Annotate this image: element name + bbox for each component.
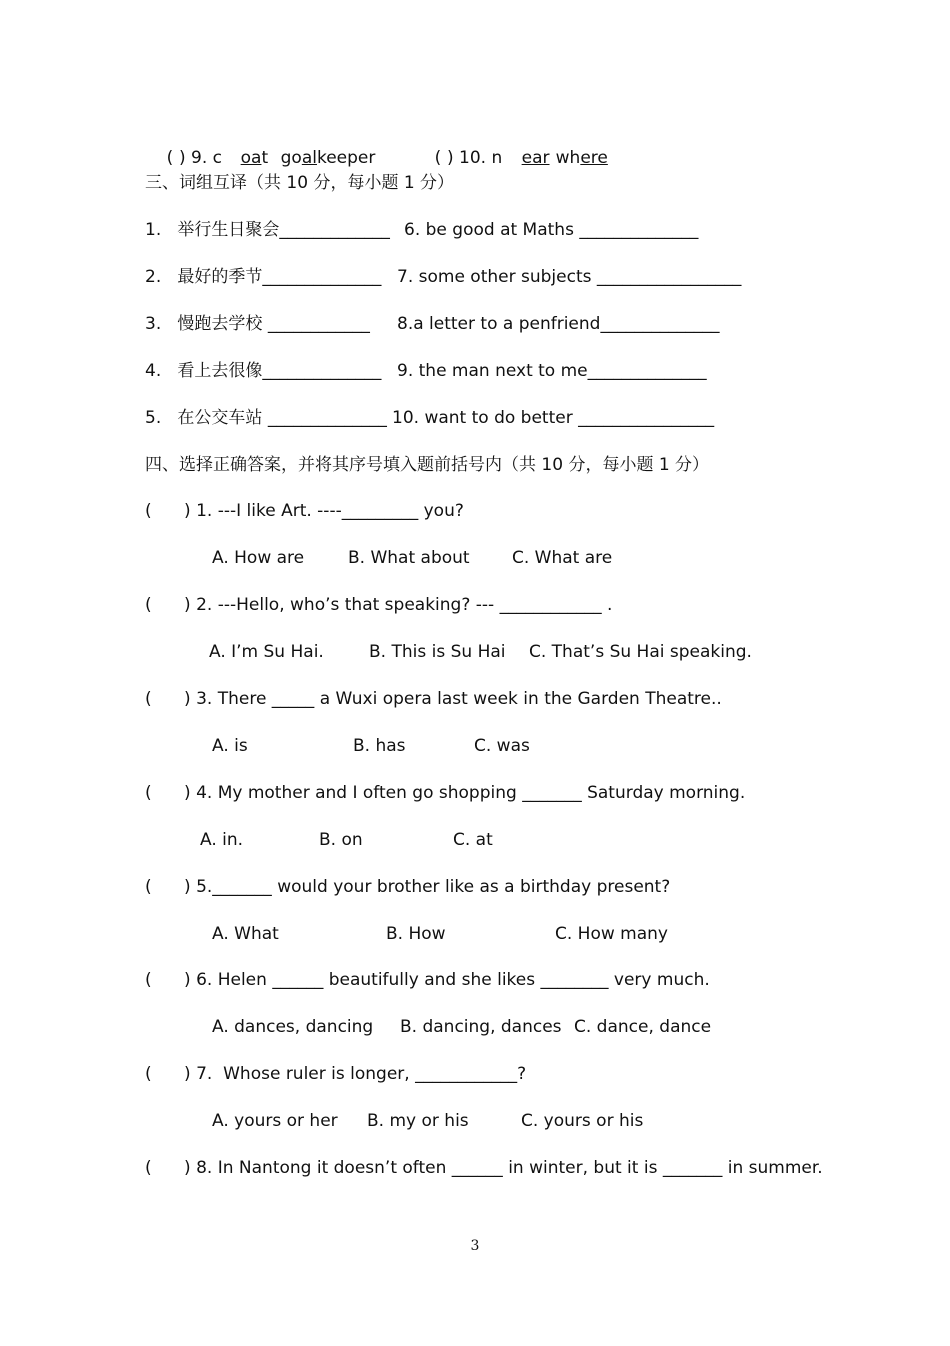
option-b: B. What about	[348, 548, 470, 568]
phrase-right-10: 10. want to do better ________________	[392, 408, 715, 428]
phrase-left-1: 1. 举行生日聚会_____________	[145, 220, 390, 240]
mc-question-7: ( ) 7. Whose ruler is longer, ____________?	[145, 1064, 527, 1084]
option-c: C. at	[453, 830, 493, 850]
option-a: A. dances, dancing	[212, 1017, 374, 1037]
phrase-left-4: 4. 看上去很像______________	[145, 361, 382, 381]
mc-question-3: ( ) 3. There _____ a Wuxi opera last week in the Garden Theatre..	[145, 689, 722, 709]
option-a: A. in.	[200, 830, 244, 850]
option-b: B. This is Su Hai	[369, 642, 506, 662]
question-10-word2	[534, 125, 608, 191]
underlined-letters: ear	[521, 148, 550, 168]
option-a: A. yours or her	[212, 1111, 338, 1131]
option-a: A. I’m Su Hai.	[209, 642, 324, 662]
option-c: C. How many	[555, 924, 668, 944]
option-a: A. What	[212, 924, 279, 944]
question-10-number: ) 10. n	[447, 148, 503, 168]
phrase-left-5: 5. 在公交车站 ______________	[145, 408, 387, 428]
word-start: wh	[555, 148, 581, 168]
option-c: C. That’s Su Hai speaking.	[529, 642, 752, 662]
option-b: B. has	[353, 736, 406, 756]
option-a: A. How are	[212, 548, 305, 568]
section-3-heading: 三、词组互译（共 10 分，每小题 1 分）	[145, 173, 455, 193]
option-c: C. dance, dance	[574, 1017, 712, 1037]
word-start: go	[280, 148, 302, 168]
word-rest: keeper	[316, 148, 376, 168]
mc-question-6: ( ) 6. Helen ______ beautifully and she likes ________ very much.	[145, 970, 710, 990]
underlined-letters: oa	[240, 148, 262, 168]
mc-question-5: ( ) 5._______ would your brother like as a birthday present?	[145, 877, 671, 897]
option-c: C. What are	[512, 548, 613, 568]
phrase-right-6: 6. be good at Maths ______________	[404, 220, 699, 240]
phrase-right-9: 9. the man next to me______________	[397, 361, 707, 381]
option-b: B. my or his	[367, 1111, 469, 1131]
page-number: 3	[470, 1238, 480, 1254]
mc-question-8: ( ) 8. In Nantong it doesn’t often ______ in winter, but it is _______ in summer.	[145, 1158, 823, 1178]
phrase-right-8: 8.a letter to a penfriend______________	[397, 314, 720, 334]
underlined-letters: al	[301, 148, 317, 168]
option-b: B. dancing, dances	[400, 1017, 562, 1037]
phrase-right-7: 7. some other subjects _________________	[397, 267, 742, 287]
question-9-number: ) 9. c	[179, 148, 223, 168]
mc-question-4: ( ) 4. My mother and I often go shopping _______ Saturday morning.	[145, 783, 746, 803]
word-rest: t	[261, 148, 269, 168]
underlined-letters: ere	[580, 148, 608, 168]
option-b: B. How	[386, 924, 446, 944]
mc-question-2: ( ) 2. ---Hello, who’s that speaking? --- ____________ .	[145, 595, 613, 615]
option-c: C. yours or his	[521, 1111, 644, 1131]
answer-paren: (	[166, 148, 174, 168]
option-b: B. on	[319, 830, 363, 850]
phrase-left-2: 2. 最好的季节______________	[145, 267, 382, 287]
option-a: A. is	[212, 736, 248, 756]
answer-paren: (	[434, 148, 442, 168]
section-4-heading: 四、选择正确答案，并将其序号填入题前括号内（共 10 分，每小题 1 分）	[145, 455, 710, 475]
mc-question-1: ( ) 1. ---I like Art. ----_________ you?	[145, 501, 464, 521]
option-c: C. was	[474, 736, 530, 756]
phrase-left-3: 3. 慢跑去学校 ____________	[145, 314, 370, 334]
